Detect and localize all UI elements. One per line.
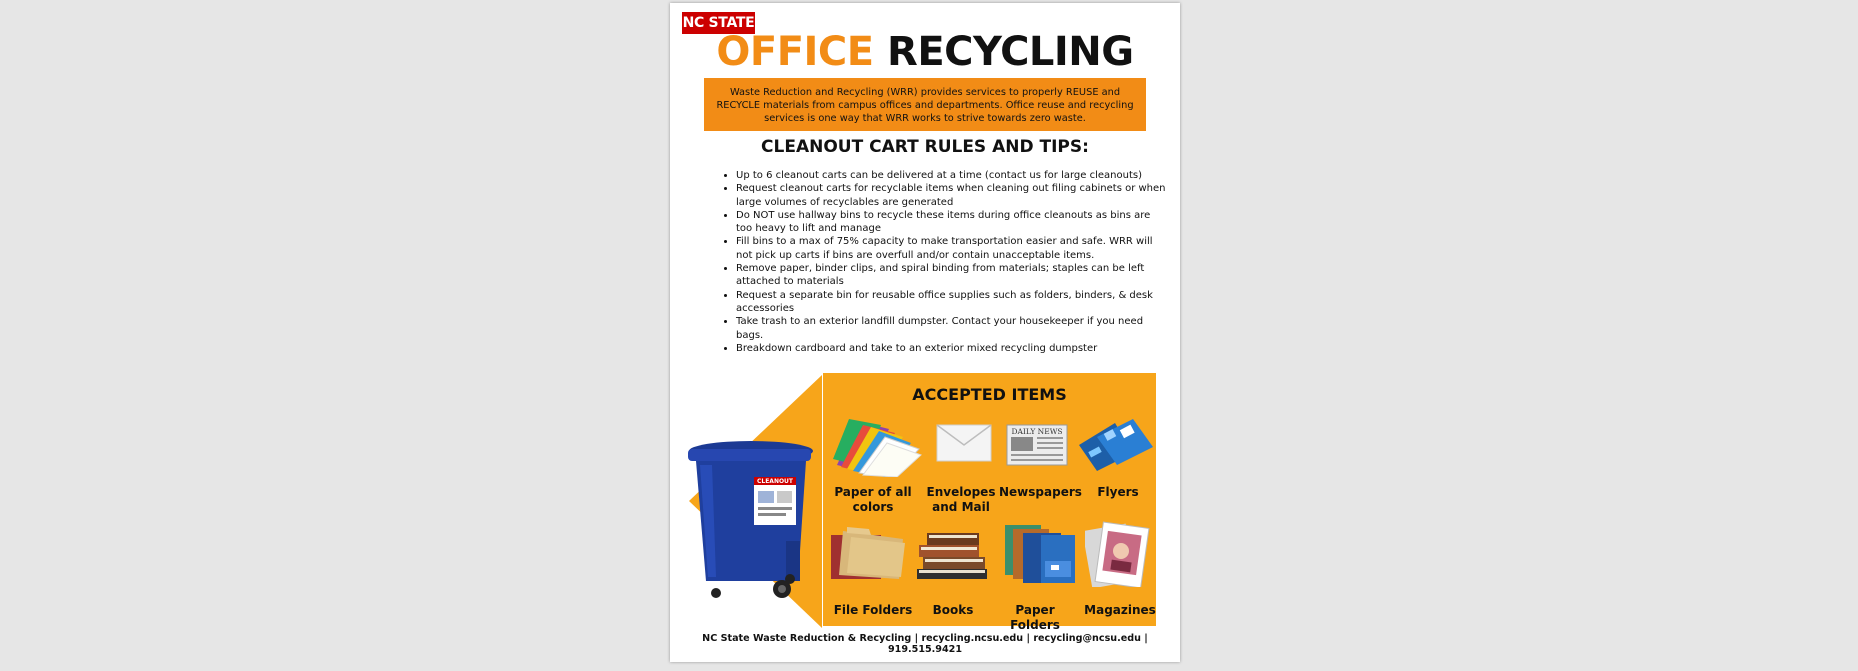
books-icon [913, 523, 993, 583]
item-label-paper-folders: Paper Folders [1010, 603, 1060, 632]
flyer-page [670, 3, 1180, 662]
item-label-paper: Paper of all colors [834, 485, 912, 514]
rules-heading: CLEANOUT CART RULES AND TIPS: [761, 137, 1089, 157]
file-folders-icon [829, 523, 909, 581]
rule-item: • Up to 6 cleanout carts can be delivered at a time (contact us for large cleanouts) [736, 169, 1166, 182]
magazines-icon [1085, 521, 1151, 587]
item-label-books: Books [932, 603, 974, 617]
rules-list [721, 169, 1166, 355]
cart-label: CLEANOUT [756, 478, 794, 485]
cleanout-cart-icon [686, 441, 816, 601]
title-word-recycling: RECYCLING [887, 29, 1134, 75]
newspaper-icon [1005, 423, 1069, 467]
title-word-office: OFFICE [716, 29, 874, 75]
intro-text: Waste Reduction and Recycling (WRR) provides services to properly REUSE and RECYCLE materials from campus offices and departments. Office reuse and recycling services is one way that WRR works to strive towards zero waste. [716, 87, 1134, 124]
flyers-icon [1075, 415, 1155, 471]
colored-paper-icon [827, 415, 923, 477]
accepted-items-heading: ACCEPTED ITEMS [912, 385, 1067, 404]
accepted-items-panel [823, 373, 1156, 632]
footer-contact: NC State Waste Reduction & Recycling | recycling.ncsu.edu | recycling@ncsu.edu | 919.515.9421 [702, 633, 1148, 655]
envelope-icon [935, 421, 993, 463]
nc-state-badge: NC STATE [682, 12, 755, 34]
item-label-envelopes: Envelopes and Mail [926, 485, 996, 514]
newspaper-masthead: DAILY NEWS [1011, 427, 1063, 436]
rule-item: • Remove paper, binder clips, and spiral binding from materials; staples can be left attached to materials [736, 262, 1166, 289]
intro-box [704, 78, 1146, 131]
item-label-file-folders: File Folders [833, 603, 913, 617]
rule-item: • Request cleanout carts for recyclable items when cleaning out filing cabinets or when large volumes of recyclables are generated [736, 182, 1166, 209]
rule-item: • Breakdown cardboard and take to an exterior mixed recycling dumpster [736, 342, 1166, 355]
rule-item: • Request a separate bin for reusable office supplies such as folders, binders, & desk accessories [736, 289, 1166, 316]
rule-item: • Fill bins to a max of 75% capacity to make transportation easier and safe. WRR will not pick up carts if bins are overfull and/or contain unacceptable items. [736, 235, 1166, 262]
item-label-newspapers: Newspapers [999, 485, 1082, 499]
item-label-flyers: Flyers [1097, 485, 1139, 499]
rule-item: • Do NOT use hallway bins to recycle these items during office cleanouts as bins are too heavy to lift and manage [736, 209, 1166, 236]
item-label-magazines: Magazines [1084, 603, 1156, 617]
page-title [670, 27, 1180, 77]
paper-folders-icon [1001, 521, 1079, 585]
rule-item: • Take trash to an exterior landfill dumpster. Contact your housekeeper if you need bags. [736, 315, 1166, 342]
